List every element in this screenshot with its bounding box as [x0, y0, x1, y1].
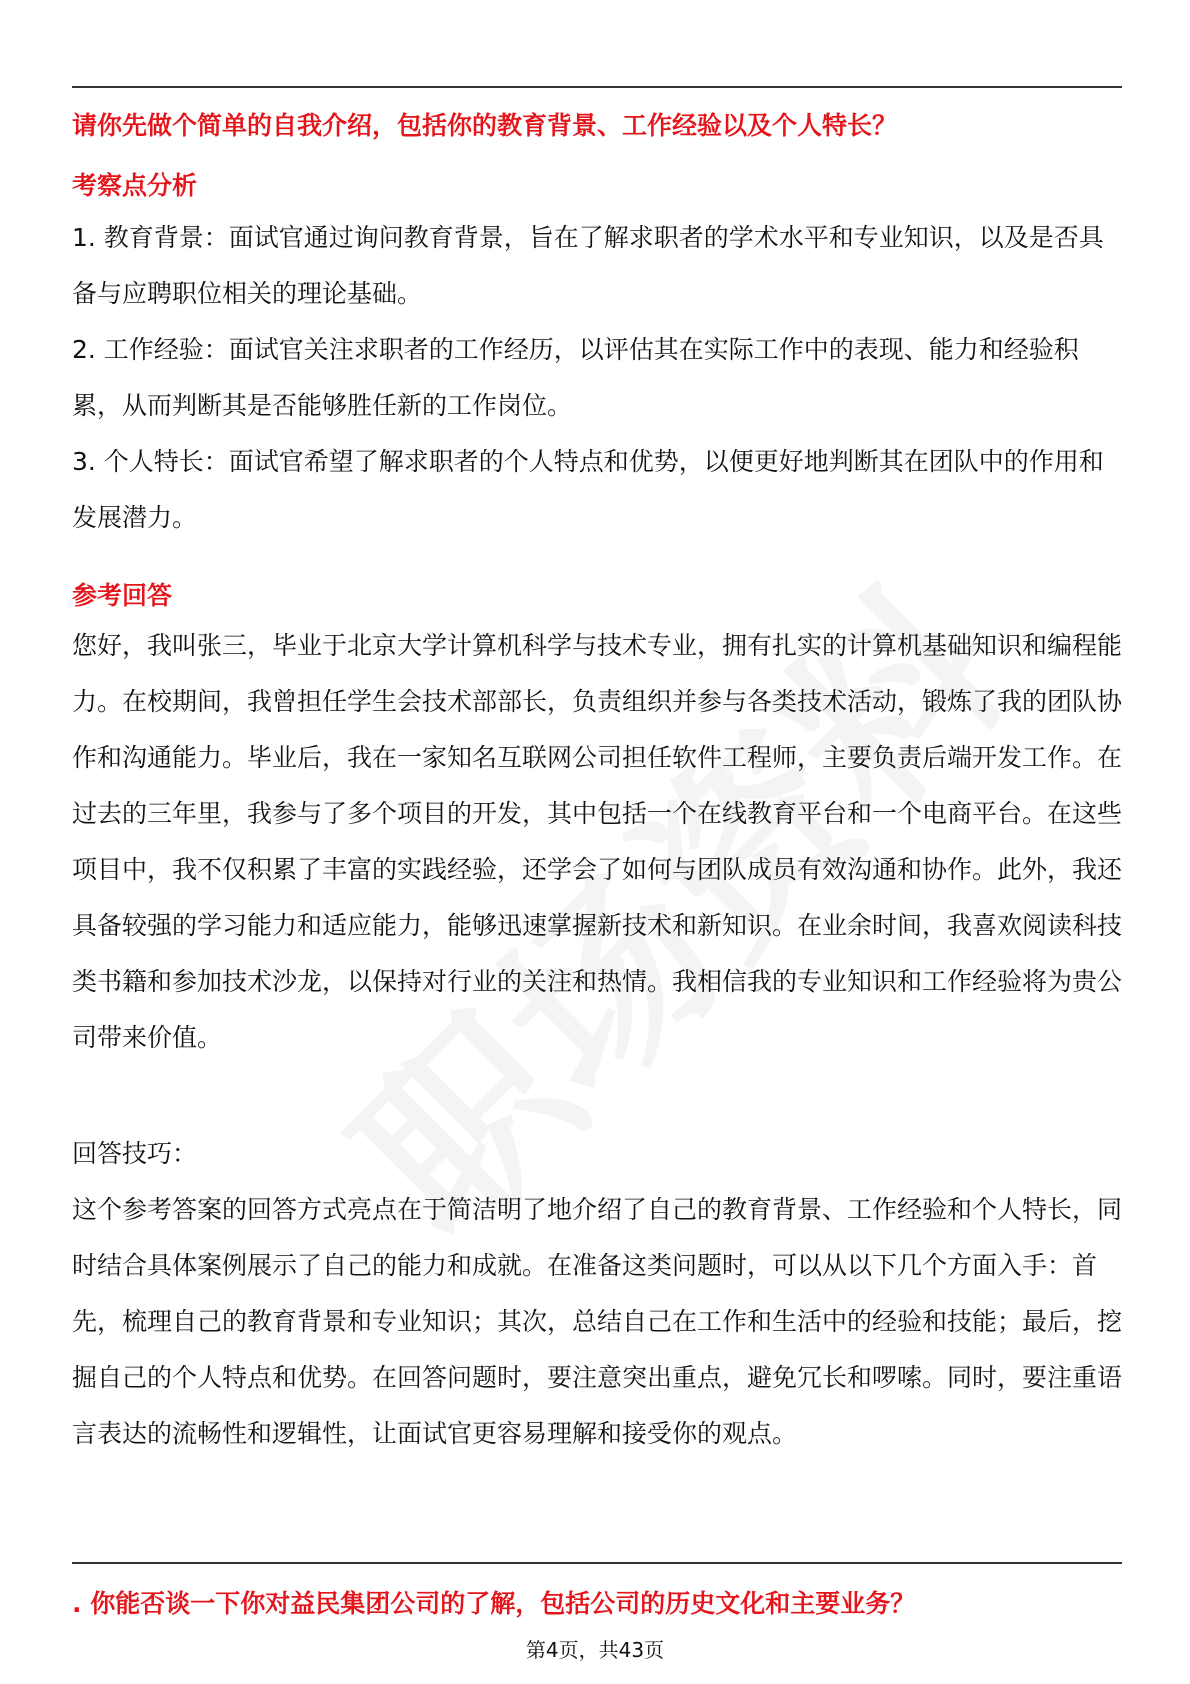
- analysis-point: 3. 个人特长：面试官希望了解求职者的个人特点和优势，以便更好地判断其在团队中的作用和发展潜力。: [72, 447, 1104, 532]
- tips-text: 这个参考答案的回答方式亮点在于简洁明了地介绍了自己的教育背景、工作经验和个人特长，同时结合具体案例展示了自己的能力和成就。在准备这类问题时，可以从以下几个方面入手：首先，梳理自己的教育背景和专业知识；其次，总结自己在工作和生活中的经验和技能；最后，挖掘自己的个人特点和优势。在回答问题时，要注意突出重点，避免冗长和啰嗦。同时，要注重语言表达的流畅性和逻辑性，让面试官更容易理解和接受你的观点。: [72, 1195, 1123, 1448]
- reference-title: 参考回答: [72, 581, 173, 610]
- reference-answer: 您好，我叫张三，毕业于北京大学计算机科学与技术专业，拥有扎实的计算机基础知识和编程能力。在校期间，我曾担任学生会技术部部长，负责组织并参与各类技术活动，锻炼了我的团队协作和沟通能力。毕业后，我在一家知名互联网公司担任软件工程师，主要负责后端开发工作。在过去的三年里，我参与了多个项目的开发，其中包括一个在线教育平台和一个电商平台。在这些项目中，我不仅积累了丰富的实践经验，还学会了如何与团队成员有效沟通和协作。此外，我还具备较强的学习能力和适应能力，能够迅速掌握新技术和新知识。在业余时间，我喜欢阅读科技类书籍和参加技术沙龙，以保持对行业的关注和热情。我相信我的专业知识和工作经验将为贵公司带来价值。: [72, 631, 1123, 1052]
- bottom-divider: [72, 1562, 1122, 1564]
- analysis-point: 1. 教育背景：面试官通过询问教育背景，旨在了解求职者的学术水平和专业知识，以及是否具备与应聘职位相关的理论基础。: [72, 223, 1104, 308]
- analysis-point: 2. 工作经验：面试官关注求职者的工作经历，以评估其在实际工作中的表现、能力和经验积累，从而判断其是否能够胜任新的工作岗位。: [72, 335, 1079, 420]
- top-divider: [72, 86, 1122, 88]
- analysis-title: 考察点分析: [72, 171, 198, 200]
- question-heading: 请你先做个简单的自我介绍，包括你的教育背景、工作经验以及个人特长？: [72, 111, 898, 140]
- next-question-heading: . 你能否谈一下你对益民集团公司的了解，包括公司的历史文化和主要业务？: [72, 1589, 916, 1618]
- tips-label: 回答技巧：: [72, 1139, 198, 1168]
- page-number: 第4页，共43页: [525, 1638, 665, 1662]
